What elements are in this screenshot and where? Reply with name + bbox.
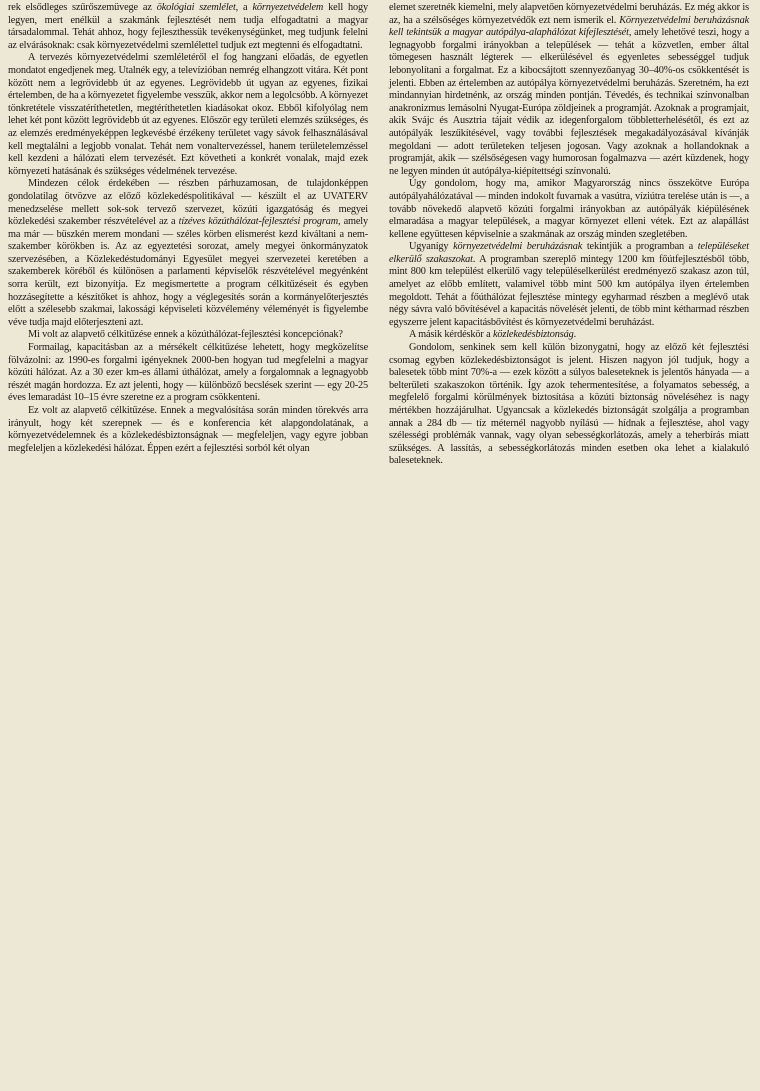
paragraph [389,2,749,178]
text-run: Mindezen célok érdekében — részben párhuzamosan, de tulajdonképpen gondolatilag ötvözve az előző közlekedéspolitikával — készült el az UVATERV menedzselése mellett sok-sok tervező szervezet, közúti igazgatóság és megyei közlekedési szakember részvételével az a [8,178,368,228]
text-run: , amely ma már — büszkén merem mondani — széles körben elismerést kezd kiváltani a nem-szakember körökben is. Az az egyeztetési sorozat, amely megyei önkormányzatok szervezésében, a Közlekedéstudományi Egyesület megyei szervezetei keretében a szakemberek köréből és különösen a parlamenti képviselők részvételével megyénként sorra került, ezt bizonyítja. Ez megismertette a program célkitűzéseit és egyben hozzásegítette a készítőket is ahhoz, hogy a véglegesítés során a kormányelőterjesztés előtt a szélesebb szakmai, lakossági képviseleti közvélemény véleményét is figyelembe véve tudja majd előterjeszteni azt. [8,216,369,328]
italic-phrase: környezetvédelem [252,2,324,13]
text-run: Mi volt az alapvető célkitűzése ennek a közúthálózat-fejlesztési koncepciónak? [28,329,343,341]
text-run: A tervezés környezetvédelmi szemléletéről el fog hangzani előadás, de egyetlen mondatot engedjenek meg. Utalnék egy, a televízióban nemrég elhangzott vitára. Két pont között nem a legrövidebb út az egyenes. Legrövidebb út ugyan az egyenes, fizikai értelemben, de ha a környezetet figyelembe vesszük, akkor nem a legolcsóbb. A környezet tönkretétele visszatéríthetetlen, megtéríthetetlen kiadásokat okoz. Ebből kifolyólag nem lehet két pont között legrövidebb út az egyenes. Először egy területi elemzés szükséges, és az elemzés eredményeképpen legkevésbé érzékeny területet vagy sávok felhasználásával kell megtalálni a legjobb vonalat. Tehát nem vonaltervezéssel, hanem területelemzéssel kell kezdeni a hálózati elem tervezését. Ezt követheti a konkrét vonalak, majd ezek környezeti hatásának és szükséges védelmének tervezése. [8,52,368,177]
paragraph [8,52,368,178]
italic-phrase: ökológiai szemlélet [156,2,236,13]
text-run: , a [235,2,253,13]
paragraph [389,178,749,241]
text-run: tekintjük a programban a [582,241,698,253]
left-column [8,2,368,1091]
paragraph [8,342,368,405]
italic-phrase: Környezetvédelmi beruházásnak kell tekintsük a magyar autópálya-alaphálózat kifejlesztését [389,14,749,39]
paragraph [8,405,368,455]
paragraph [8,178,368,329]
paragraph [8,2,368,52]
italic-phrase: tízéves közúthálózat-fejlesztési program [178,216,338,228]
text-run: Gondolom, senkinek sem kell külön bizonygatni, hogy az előző két fejlesztési csomag egyben közlekedésbiztonságot is jelent. Hiszen nagyon jól tudjuk, hogy a balesetek több mint 70%-a — ezek között a súlyos baleseteknek is jelentős hányada — a belterületi szakaszokon történik. Így azok tehermentesítése, a folyamatos sebesség, a megfelelő forgalmi körülmények biztosítása a közúti biztonság növeléséhez is nagy mértékben hozzájárulhat. Ugyancsak a közlekedés biztonságát szolgálja a programban annak a 284 db — tíz méternél nagyobb nyílású — hídnak a fejlesztése, ahol vagy szélességi problémák vannak, vagy olyan sebességkorlátozás, amely a teherbírás miatt szükséges. A lassítás, a sebességkorlátozás minden esetben oka lehet a kialakuló baleseteknek. [389,342,749,467]
text-run: Ugyanígy [409,241,454,253]
italic-phrase: környezetvédelmi beruházásnak [453,241,583,253]
text-run: kell hogy legyen, mert enélkül a szakmánk fejlesztését nem tudja elfogadtatni a magyar társadalommal. Tehát ahhoz, hogy fejleszthessük tevékenységünket, meg tudjunk felelni az elvárásoknak: csak környezetvédelmi szemlélettel tudjuk ezt megtenni és elfogadtatni. [8,2,368,51]
right-column [389,2,749,1091]
text-run: . A programban szereplő mintegy 1200 km főútfejlesztésből több, mint 800 km települést elkerülő vagy településelkerülést eredményező szakasz azon túl, amelyet az előbb említett, valamivel több mint 500 km autópálya ilyen értelemben megoldott. Tehát a főúthálózat fejlesztése mintegy egyharmad részben a meglévő utak négy sávra való bővítésével a kapacitás növelését jelenti, de több mint kétharmad részben egyszerre jelent kapacitásbővítést és környezetvédelmi beruházást. [389,253,749,328]
text-run: Formailag, kapacitásban az a mérsékelt célkitűzése lehetett, hogy megközelítse fölvázolni: az 1990-es forgalmi igényeknek 2000-ben hogyan tud megfelelni a magyar közúti hálózat. Az a 30 ezer km-es állami úthálózat, amely a forgalomnak a legnagyobb részét magán hordozza. Ez azt jelenti, hogy — különböző becslések szerint — egy 20-25 éves lemaradást 10–15 évre szeretne ez a program csökkenteni. [8,342,368,404]
text-run: , amely lehetővé teszi, hogy a legnagyobb forgalmi irányokban a települések — tehát a közvetlen, ember által tömegesen használt légterek — elkerülésével és egyenletes sebességgel tudjuk lebonyolítani a forgalmat. Ez a kibocsájtott szennyezőanyag 30–40%-os csökkentését is jelenti. Ebben az értelemben az autópálya környezetvédelmi beruházás. Szeretném, ha ezt mindannyian hirdetnénk, az ország minden pontján. Tévedés, és technikai színvonalban anakronizmus lemásolni Nyugat-Európa zöldjeinek a programját. Azoknak a programjait, akik Svájc és Ausztria tájait védik az idegenforgalom többletterhelésétől, és ezt az autópályák leszűkítésével, vagy további fejlesztések megakadályozásával kívánják megoldani — adott területeken teljesen jogosan. Vagy azoknak a hollandoknak a programját, akik — szélsőségesen vagy humorosan fogalmazva — azért küzdenek, hogy ne legyen minden út autópálya-kiépítettségi színvonalú. [389,27,749,177]
text-run: Ez volt az alapvető célkitűzése. Ennek a megvalósítása során minden törekvés arra irányult, hogy két szerepnek — és e konferencia két alapgondolatának, a környezetvédelemnek és a közlekedésbiztonságnak — megfeleljen, vagy egyre jobban megfeleljen a közlekedési hálózat. Éppen ezért a fejlesztési sorból két olyan [8,405,368,454]
paragraph [389,241,749,329]
text-run: Úgy gondolom, hogy ma, amikor Magyarország nincs összekötve Európa autópályahálózatával — minden indokolt fuvarnak a vasútra, víziútra terelése után is —, a tovább növekedő alapvető közúti forgalmi irányokban az autópályák kiépülésének elmaradása a magyar települések, a magyar környezet elleni vétek. Ezt az alapállást kellene együttesen képviselnie a szakmának az ország minden szegletében. [389,178,749,240]
italic-phrase: településeket elkerülő szakaszokat [389,241,749,265]
italic-phrase: közlekedésbiztonság [492,329,574,341]
text-run: elemet szeretnék kiemelni, mely alapvetően környezetvédelmi beruházás. Ez még akkor is az, ha a szélsőséges környezetvédők ezt nem ismerik el. [389,2,749,26]
paragraph [8,329,368,342]
text-run: A másik kérdéskör a [409,329,493,341]
paragraph [389,342,749,468]
text-run: . [573,329,577,341]
text-run: rek elsődleges szűrőszemüvege az [8,2,157,13]
paragraph [389,329,749,342]
